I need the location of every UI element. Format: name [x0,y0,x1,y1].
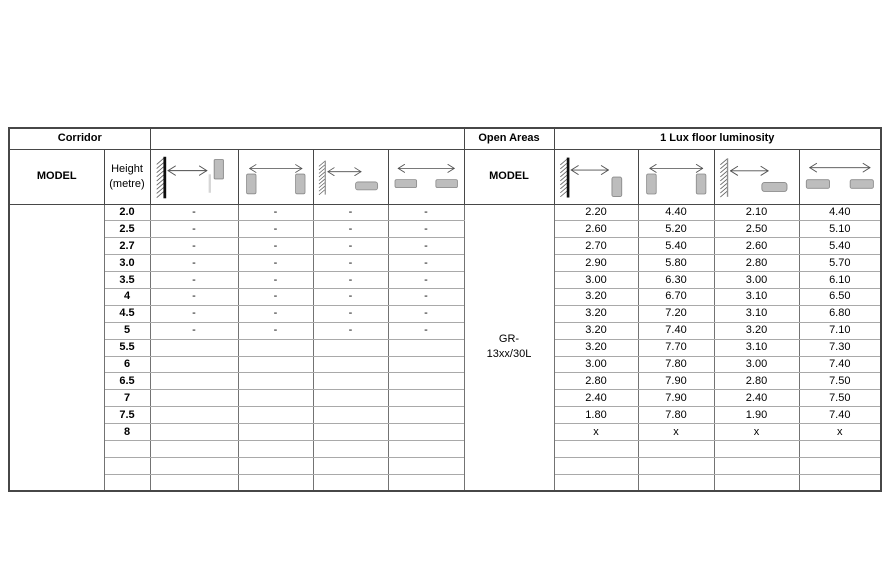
height-cell: 8 [104,424,150,441]
corridor-value-cell [238,407,313,424]
corridor-value-cell: - [313,322,388,339]
open-value-cell: 6.70 [638,288,714,305]
corridor-value-cell [313,407,388,424]
data-row [9,339,881,356]
corridor-value-cell: - [313,272,388,289]
corridor-value-cell: - [238,255,313,272]
corridor-value-cell [313,373,388,390]
open-value-cell: x [554,424,638,441]
corridor-value-cell: - [388,238,464,255]
open-icon-cell-3 [714,149,799,204]
corridor-value-cell [313,440,388,457]
open-value-cell [554,474,638,491]
data-row [9,407,881,424]
corridor-model-header: MODEL [9,149,104,204]
corridor-value-cell [313,390,388,407]
height-cell: 6.5 [104,373,150,390]
data-row [9,390,881,407]
corridor-value-cell: - [150,255,238,272]
vertical-luminaires-spacing-icon [241,154,311,202]
open-value-cell: 3.20 [554,305,638,322]
open-value-cell: 7.20 [638,305,714,322]
corridor-icon-cell-3 [313,149,388,204]
corridor-value-cell [150,474,238,491]
corridor-value-cell: - [388,322,464,339]
corridor-value-cell [388,474,464,491]
open-value-cell: 3.00 [554,272,638,289]
open-value-cell: 3.00 [554,356,638,373]
height-cell: 2.7 [104,238,150,255]
corridor-value-cell [150,440,238,457]
corridor-value-cell [150,390,238,407]
corridor-value-cell [313,474,388,491]
model-value-line1: GR- [498,333,520,346]
height-cell: 3.0 [104,255,150,272]
open-value-cell: 1.90 [714,407,799,424]
open-value-cell: 2.80 [554,373,638,390]
corridor-value-cell [313,457,388,474]
data-row [9,474,881,491]
open-value-cell: 5.40 [638,238,714,255]
open-value-cell: 5.20 [638,221,714,238]
corridor-value-cell: - [150,204,238,221]
corridor-value-cell: - [150,288,238,305]
corridor-value-cell: - [388,255,464,272]
wall-vertical-luminaire-top-icon [153,154,235,202]
section-header-row [9,128,881,149]
open-icon-cell-4 [799,149,881,204]
open-value-cell [554,457,638,474]
corridor-value-cell [238,424,313,441]
corridor-section-header: Corridor [9,128,150,149]
data-row [9,322,881,339]
open-value-cell: 3.00 [714,356,799,373]
corridor-value-cell: - [238,305,313,322]
corridor-value-cell [388,356,464,373]
height-cell: 5 [104,322,150,339]
corridor-icon-cell-4 [388,149,464,204]
corridor-value-cell [388,440,464,457]
corridor-value-cell [150,407,238,424]
corridor-value-cell [150,373,238,390]
open-value-cell: 2.20 [554,204,638,221]
open-value-cell [638,440,714,457]
corridor-value-cell: - [150,238,238,255]
height-cell: 3.5 [104,272,150,289]
open-icon-cell-2 [638,149,714,204]
horizontal-luminaires-spacing-icon [802,154,878,202]
open-value-cell: 3.10 [714,339,799,356]
open-value-cell [799,474,881,491]
corridor-value-cell: - [313,305,388,322]
corridor-value-cell [388,457,464,474]
open-value-cell: 2.10 [714,204,799,221]
data-row [9,305,881,322]
corridor-value-cell [238,339,313,356]
open-value-cell: 7.50 [799,373,881,390]
height-cell: 4 [104,288,150,305]
corridor-value-cell [238,373,313,390]
corridor-value-cell [238,390,313,407]
height-cell: 4.5 [104,305,150,322]
corridor-value-cell [238,474,313,491]
data-row [9,356,881,373]
data-row [9,272,881,289]
open-value-cell [554,440,638,457]
open-value-cell: 3.00 [714,272,799,289]
luminosity-table [8,127,882,492]
horizontal-luminaires-spacing-icon [391,154,462,202]
open-value-cell: 5.70 [799,255,881,272]
open-areas-model-header: MODEL [464,149,554,204]
corridor-value-cell: - [388,204,464,221]
open-value-cell: 3.20 [554,322,638,339]
open-value-cell: 2.70 [554,238,638,255]
open-value-cell: x [799,424,881,441]
corridor-model-cell [9,204,104,491]
corridor-value-cell [388,373,464,390]
lux-title: 1 Lux floor luminosity [554,128,881,149]
corridor-value-cell [150,339,238,356]
corridor-value-cell: - [388,272,464,289]
height-cell: 2.0 [104,204,150,221]
open-value-cell: 6.80 [799,305,881,322]
wall-horizontal-luminaire-spacing-icon [316,154,386,202]
data-row [9,424,881,441]
data-row [9,440,881,457]
corridor-value-cell [313,339,388,356]
corridor-value-cell [388,390,464,407]
open-value-cell: x [714,424,799,441]
model-value-line2: 13xx/30L [486,348,532,361]
corridor-value-cell [313,356,388,373]
open-value-cell: x [638,424,714,441]
open-value-cell [714,474,799,491]
data-row [9,457,881,474]
open-value-cell: 2.40 [554,390,638,407]
corridor-value-cell [313,424,388,441]
open-value-cell [714,457,799,474]
corridor-value-cell [388,339,464,356]
open-icon-cell-1 [554,149,638,204]
open-value-cell: 2.40 [714,390,799,407]
open-value-cell: 7.40 [799,356,881,373]
height-unit-label: (metre) [109,177,145,190]
open-value-cell: 2.90 [554,255,638,272]
corridor-value-cell: - [238,238,313,255]
vertical-luminaires-spacing-icon [641,154,712,202]
data-row [9,373,881,390]
corridor-icon-cell-1 [150,149,238,204]
height-cell: 7 [104,390,150,407]
empty-header-cell [150,128,464,149]
corridor-value-cell [150,424,238,441]
corridor-value-cell: - [313,204,388,221]
open-value-cell: 3.10 [714,288,799,305]
open-value-cell: 7.90 [638,390,714,407]
column-header-row [9,149,881,204]
open-value-cell: 4.40 [799,204,881,221]
corridor-value-cell: - [238,322,313,339]
open-value-cell: 7.40 [638,322,714,339]
corridor-value-cell [150,356,238,373]
corridor-value-cell [238,440,313,457]
corridor-value-cell [238,457,313,474]
open-value-cell: 3.10 [714,305,799,322]
open-value-cell: 6.30 [638,272,714,289]
corridor-value-cell: - [388,288,464,305]
corridor-value-cell: - [150,305,238,322]
open-value-cell: 5.80 [638,255,714,272]
corridor-value-cell: - [238,204,313,221]
open-areas-section-header: Open Areas [464,128,554,149]
open-value-cell: 7.50 [799,390,881,407]
height-cell: 2.5 [104,221,150,238]
open-value-cell: 2.80 [714,373,799,390]
wall-horizontal-luminaire-spacing-icon [717,154,796,202]
corridor-value-cell: - [150,272,238,289]
open-value-cell [638,457,714,474]
corridor-value-cell: - [388,221,464,238]
height-cell: 6 [104,356,150,373]
wall-vertical-luminaire-bottom-icon [557,154,635,202]
open-value-cell: 5.40 [799,238,881,255]
open-value-cell: 7.90 [638,373,714,390]
open-value-cell: 5.10 [799,221,881,238]
height-cell: 7.5 [104,407,150,424]
open-value-cell: 2.50 [714,221,799,238]
open-value-cell: 2.60 [714,238,799,255]
open-value-cell [799,440,881,457]
corridor-value-cell: - [388,305,464,322]
height-cell [104,440,150,457]
corridor-value-cell [388,407,464,424]
open-value-cell: 2.60 [554,221,638,238]
open-value-cell: 6.50 [799,288,881,305]
open-value-cell [638,474,714,491]
open-value-cell: 3.20 [554,288,638,305]
corridor-value-cell [150,457,238,474]
corridor-value-cell [238,356,313,373]
open-value-cell: 2.80 [714,255,799,272]
height-cell [104,474,150,491]
corridor-value-cell: - [313,238,388,255]
corridor-value-cell: - [150,322,238,339]
data-row [9,288,881,305]
open-value-cell: 3.20 [714,322,799,339]
corridor-value-cell: - [238,272,313,289]
open-value-cell [799,457,881,474]
open-areas-model-value [464,204,554,491]
corridor-value-cell: - [313,221,388,238]
open-value-cell [714,440,799,457]
height-column-header [104,149,150,204]
open-value-cell: 7.30 [799,339,881,356]
open-value-cell: 7.80 [638,407,714,424]
corridor-value-cell: - [238,288,313,305]
corridor-value-cell: - [150,221,238,238]
corridor-value-cell: - [313,255,388,272]
open-value-cell: 6.10 [799,272,881,289]
data-row [9,238,881,255]
height-cell [104,457,150,474]
corridor-icon-cell-2 [238,149,313,204]
data-row [9,221,881,238]
open-value-cell: 7.80 [638,356,714,373]
corridor-value-cell: - [238,221,313,238]
data-row [9,255,881,272]
open-value-cell: 4.40 [638,204,714,221]
open-value-cell: 7.40 [799,407,881,424]
corridor-value-cell: - [313,288,388,305]
open-value-cell: 7.70 [638,339,714,356]
data-row [9,204,881,221]
corridor-value-cell [388,424,464,441]
height-cell: 5.5 [104,339,150,356]
height-label: Height [111,162,143,175]
open-value-cell: 7.10 [799,322,881,339]
open-value-cell: 3.20 [554,339,638,356]
open-value-cell: 1.80 [554,407,638,424]
